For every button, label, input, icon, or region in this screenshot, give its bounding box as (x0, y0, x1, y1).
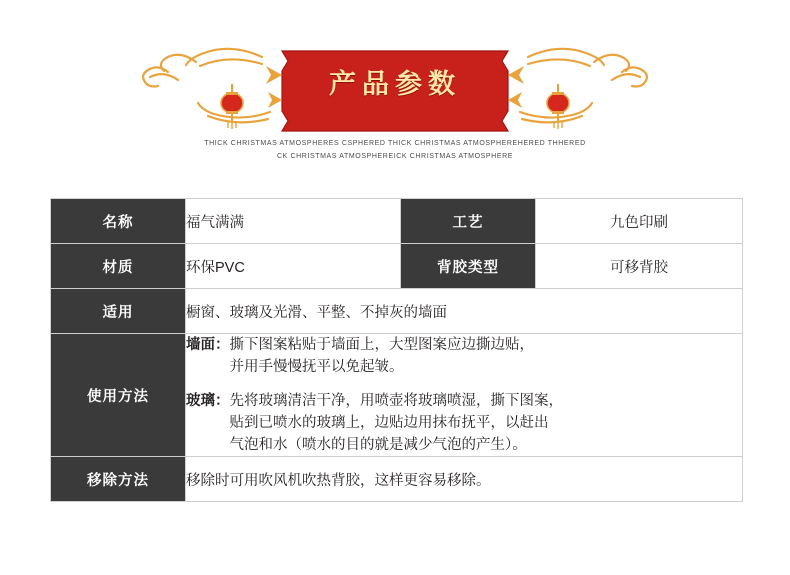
spec-label-material: 材质 (51, 244, 186, 289)
usage-item-glass (186, 390, 742, 456)
subcaption-line-1: THICK CHRISTMAS ATMOSPHERES CSPHERED THICK CHRISTMAS ATMOSPHEREHERED THHERED (204, 140, 586, 147)
spec-value-removal: 移除时可用吹风机吹热背胶，这样更容易移除。 (186, 457, 743, 502)
table-row (51, 457, 743, 502)
spec-value-material: 环保PVC (186, 244, 401, 289)
subcaption-line-2: CK CHRISTMAS ATMOSPHEREICK CHRISTMAS ATMOSPHERE (276, 153, 514, 160)
spec-value-usage (186, 334, 743, 457)
spec-value-suitable-for: 橱窗、玻璃及光滑、平整、不掉灰的墙面 (186, 289, 743, 334)
spec-label-process: 工艺 (401, 199, 536, 244)
banner-subcaption (0, 137, 790, 163)
spec-label-name: 名称 (51, 199, 186, 244)
spec-label-usage: 使用方法 (51, 334, 186, 457)
banner-title: 产品参数 (329, 69, 461, 99)
table-row (51, 334, 743, 457)
usage-key-glass: 玻璃： (186, 393, 230, 409)
usage-line: 先将玻璃清洁干净，用喷壶将玻璃喷湿，撕下图案， (229, 393, 563, 409)
spec-value-name: 福气满满 (186, 199, 401, 244)
usage-line: 撕下图案粘贴于墙面上，大型图案应边撕边贴， (229, 337, 534, 353)
usage-item-wall (186, 334, 742, 378)
spec-table (50, 198, 743, 502)
usage-line: 贴到已喷水的玻璃上，边贴边用抹布抚平，以赶出 (229, 415, 549, 431)
spec-label-suitable-for: 适用 (51, 289, 186, 334)
usage-key-wall: 墙面： (186, 337, 230, 353)
banner (0, 0, 790, 135)
usage-text-wall (230, 334, 535, 378)
spec-value-adhesive-type: 可移背胶 (536, 244, 743, 289)
spec-label-adhesive-type: 背胶类型 (401, 244, 536, 289)
table-row (51, 289, 743, 334)
usage-line: 气泡和水（喷水的目的就是减少气泡的产生）。 (229, 437, 527, 453)
table-row (51, 244, 743, 289)
spec-label-removal: 移除方法 (51, 457, 186, 502)
usage-line: 并用手慢慢抚平以免起皱。 (229, 359, 404, 375)
table-row (51, 199, 743, 244)
usage-text-glass (230, 390, 564, 456)
spec-value-process: 九色印刷 (536, 199, 743, 244)
spec-table-wrapper (50, 198, 742, 502)
